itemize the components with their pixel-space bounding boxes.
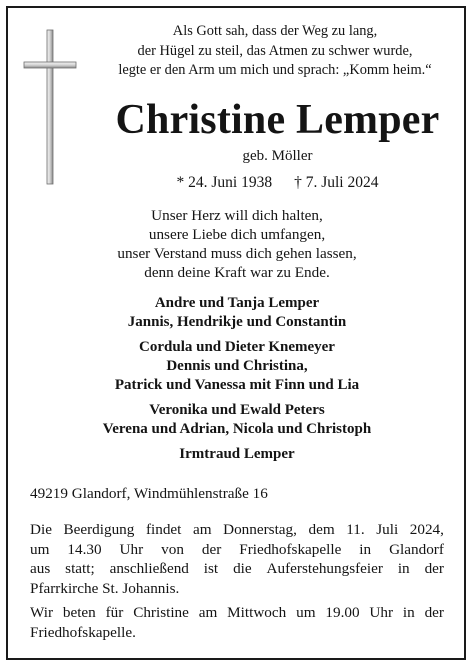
paragraph-line: Wir beten für Christine am Mittwoch um 19.00 Uhr in der [30, 604, 444, 621]
mourner-line: Patrick und Vanessa mit Finn und Lia [114, 377, 360, 393]
paragraph-line: aus statt; anschließend ist die Auferstehungsfeier in der [30, 560, 444, 577]
verse-line: unsere Liebe dich umfangen, [148, 226, 326, 243]
funeral-announcement [30, 520, 444, 598]
verse-line: unser Verstand muss dich gehen lassen, [117, 245, 357, 262]
mourner-group [20, 338, 454, 395]
mourner-line: Dennis und Christina, [166, 358, 308, 374]
mourner-line: Andre und Tanja Lemper [154, 295, 320, 311]
mourner-group [20, 294, 454, 332]
verse-line: Als Gott sah, dass der Weg zu lang, [172, 23, 378, 39]
mourners-list [20, 294, 454, 470]
mourner-group [20, 401, 454, 439]
death-date: † 7. Juli 2024 [294, 174, 379, 191]
paragraph-line: Pfarrkirche St. Johannis. [30, 579, 180, 597]
mourner-group [20, 445, 454, 464]
mourner-line: Irmtraud Lemper [179, 446, 295, 462]
cross-icon [22, 28, 78, 186]
prayer-announcement [30, 603, 444, 642]
verse-line: der Hügel zu steil, das Atmen zu schwer wurde, [137, 42, 413, 59]
paragraph-line: Die Beerdigung findet am Donnerstag, dem 11. Juli 2024, [30, 521, 444, 538]
paragraph-line: Friedhofskapelle. [30, 623, 136, 641]
mourner-line: Verena und Adrian, Nicola und Christoph [102, 421, 372, 437]
family-address: 49219 Glandorf, Windmühlenstraße 16 [30, 485, 268, 502]
birth-date: * 24. Juni 1938 [176, 174, 273, 191]
life-dates [95, 173, 460, 193]
mourner-line: Jannis, Hendrikje und Constantin [127, 314, 347, 330]
verse-line: legte er den Arm um mich und sprach: „Komm heim.“ [118, 62, 432, 78]
farewell-verse [40, 206, 434, 282]
deceased-name: Christine Lemper [115, 97, 440, 143]
mourner-line: Veronika und Ewald Peters [149, 402, 325, 418]
paragraph-line: um 14.30 Uhr von der Friedhofskapelle in Glandorf [30, 540, 444, 558]
verse-line: Unser Herz will dich halten, [151, 207, 323, 224]
opening-verse [90, 22, 460, 81]
verse-line: denn deine Kraft war zu Ende. [144, 264, 330, 281]
maiden-name: geb. Möller [242, 148, 313, 164]
mourner-line: Cordula und Dieter Knemeyer [139, 339, 335, 355]
